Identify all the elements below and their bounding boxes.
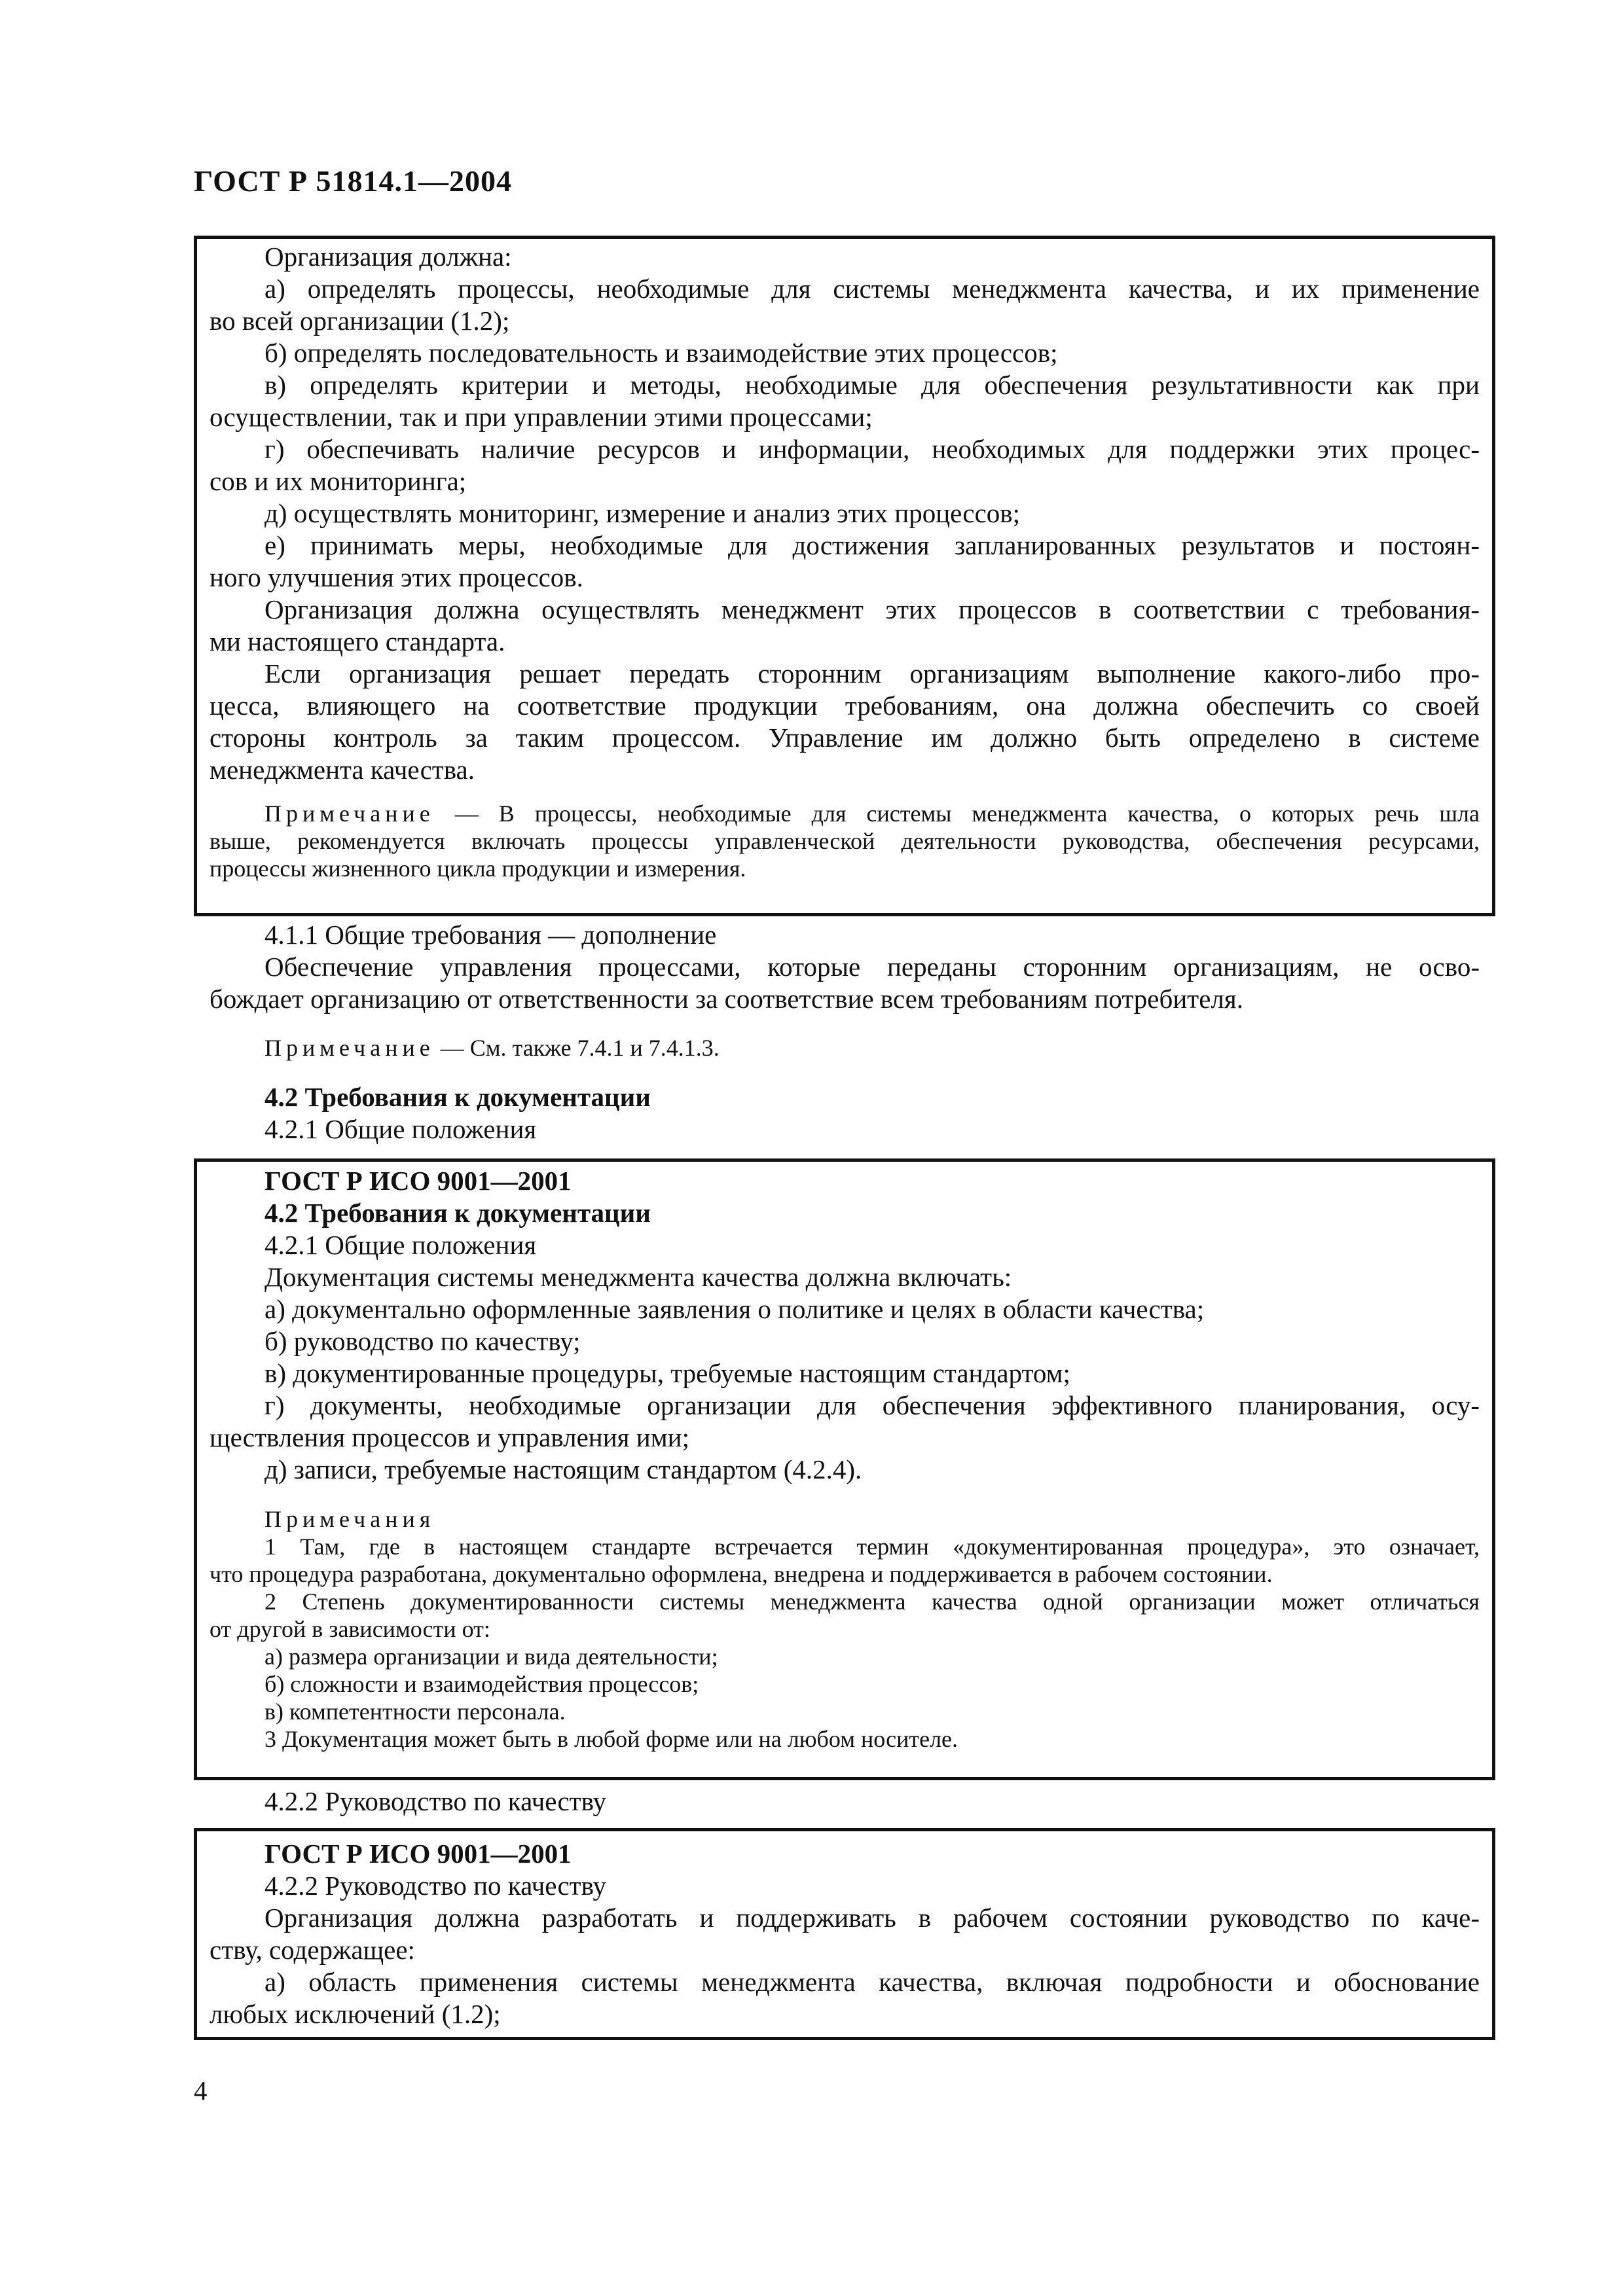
box1-line: ного улучшения этих процессов. [210, 562, 583, 592]
box1-line: менеджмента качества. [210, 755, 475, 785]
box2-note-line: от другой в зависимости от: [210, 1616, 490, 1642]
section-heading-4-2-2: 4.2.2 Руководство по качеству [264, 1786, 607, 1816]
section-411-line: Обеспечение управления процессами, которые переданы сторонним организациям, не осво- [264, 952, 1480, 982]
box1-line: Организация должна: [264, 242, 512, 272]
box2-note-line: 3 Документация может быть в любой форме или на любом носителе. [264, 1726, 958, 1752]
box3-sub: 4.2.2 Руководство по качеству [264, 1871, 607, 1901]
section-heading-4-2-1: 4.2.1 Общие положения [264, 1114, 537, 1144]
box2-line: Документация системы менеджмента качества должна включать: [264, 1262, 1012, 1292]
box1-line: д) осуществлять мониторинг, измерение и анализ этих процессов; [264, 498, 1021, 528]
note-text: — В процессы, необходимые для системы менеджмента качества, о которых речь шла [434, 800, 1480, 827]
box1-line: в) определять критерии и методы, необходимые для обеспечения результативности как при [264, 370, 1480, 400]
note-label: Примечание [264, 800, 435, 827]
box1-note-line: выше, рекомендуется включать процессы управленческой деятельности руководства, обеспечения ресурсами, [210, 828, 1480, 854]
box1-line: Организация должна осуществлять менеджмент этих процессов в соответствии с требования- [264, 594, 1480, 624]
box1-line: осуществлении, так и при управлении этими процессами; [210, 402, 873, 432]
document-header: ГОСТ Р 51814.1—2004 [194, 164, 512, 198]
box1-line: б) определять последовательность и взаимодействие этих процессов; [264, 338, 1058, 368]
page-number: 4 [194, 2075, 208, 2106]
box2-line: в) документированные процедуры, требуемые настоящим стандартом; [264, 1358, 1070, 1388]
box3-line: Организация должна разработать и поддерживать в рабочем состоянии руководство по каче- [264, 1903, 1480, 1933]
box2-note-line: что процедура разработана, документально оформлена, внедрена и поддерживается в рабочем состоянии. [210, 1561, 1273, 1587]
box2-note-line: б) сложности и взаимодействия процессов; [264, 1671, 699, 1697]
note-label: Примечание [264, 1035, 435, 1061]
box2-line: б) руководство по качеству; [264, 1326, 581, 1356]
box2-note-line: 1 Там, где в настоящем стандарте встречается термин «документированная процедура», это означает, [264, 1534, 1480, 1560]
box2-sub: 4.2.1 Общие положения [264, 1230, 537, 1260]
box3-line: а) область применения системы менеджмента качества, включая подробности и обоснование [264, 1967, 1480, 1997]
box3-line: ству, содержащее: [210, 1935, 415, 1965]
box2-line: д) записи, требуемые настоящим стандартом (4.2.4). [264, 1454, 862, 1484]
section-411-note [210, 1034, 1480, 1062]
section-411-line: бождает организацию от ответственности за соответствие всем требованиям потребителя. [210, 984, 1243, 1014]
box2-line: г) документы, необходимые организации для обеспечения эффективного планирования, осу- [264, 1390, 1480, 1420]
box1-note-line [210, 800, 1480, 827]
box1-line: е) принимать меры, необходимые для достижения запланированных результатов и постоян- [264, 530, 1480, 560]
box3-standard: ГОСТ Р ИСО 9001—2001 [264, 1839, 572, 1869]
box3-line: любых исключений (1.2); [210, 1999, 501, 2029]
section-heading-4-1-1: 4.1.1 Общие требования — дополнение [264, 920, 717, 950]
note-text: — См. также 7.4.1 и 7.4.1.3. [434, 1035, 720, 1061]
box1-line: сов и их мониторинга; [210, 466, 467, 496]
box1-line: во всей организации (1.2); [210, 306, 510, 336]
box1-note-line: процессы жизненного цикла продукции и измерения. [210, 855, 746, 882]
box2-note-line: а) размера организации и вида деятельности; [264, 1643, 718, 1670]
box1-line: г) обеспечивать наличие ресурсов и информации, необходимых для поддержки этих процес- [264, 434, 1480, 464]
box2-note-line: в) компетентности персонала. [264, 1698, 566, 1725]
section-heading-4-2: 4.2 Требования к документации [264, 1082, 651, 1112]
box2-standard: ГОСТ Р ИСО 9001—2001 [264, 1166, 572, 1196]
box1-line: Если организация решает передать сторонним организациям выполнение какого-либо про- [264, 658, 1480, 689]
box2-heading: 4.2 Требования к документации [264, 1198, 651, 1228]
box1-line: а) определять процессы, необходимые для системы менеджмента качества, и их применение [264, 274, 1480, 304]
box2-line: а) документально оформленные заявления о политике и целях в области качества; [264, 1294, 1205, 1324]
box2-note-line: 2 Степень документированности системы менеджмента качества одной организации может отличаться [264, 1588, 1480, 1615]
box2-line: ществления процессов и управления ими; [210, 1422, 689, 1452]
box1-line: ми настоящего стандарта. [210, 626, 505, 656]
box1-line: стороны контроль за таким процессом. Управление им должно быть определено в системе [210, 723, 1480, 753]
box2-notes-label: Примечания [264, 1506, 435, 1532]
box1-line: цесса, влияющего на соответствие продукции требованиям, она должна обеспечить со своей [210, 691, 1480, 721]
